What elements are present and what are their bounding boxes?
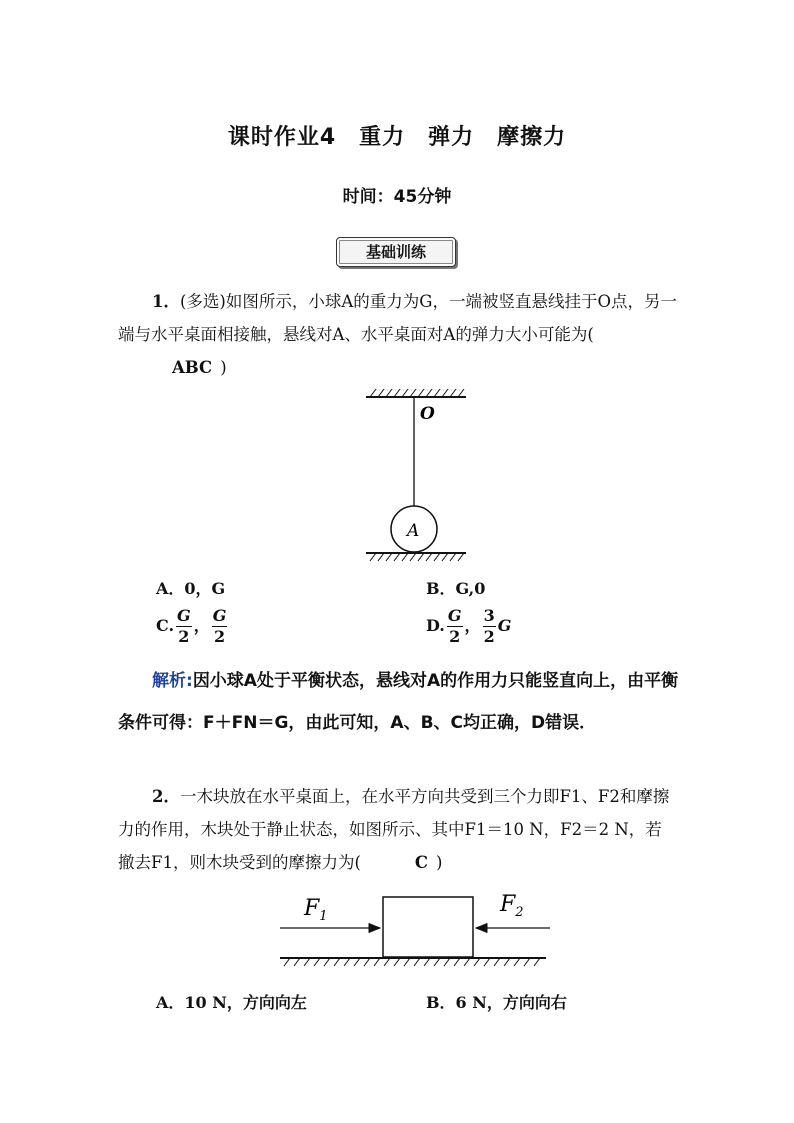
q1-option-d — [426, 606, 511, 647]
q1-option-c-num1: G — [177, 606, 191, 625]
q1-option-d-num2: 3 — [483, 606, 495, 625]
page-title: 课时作业4 重力 弹力 摩擦力 — [227, 125, 567, 150]
q1-option-d-frac1 — [447, 606, 463, 647]
force-f2-symbol: F — [500, 892, 516, 917]
q1-option-c-num2: G — [212, 606, 227, 625]
pendulum-figure — [362, 383, 472, 568]
force-f2-subscript: 2 — [515, 905, 524, 920]
q1-option-d-den1: 2 — [449, 627, 461, 646]
wooden-block — [383, 897, 473, 957]
question-1-close: ) — [220, 358, 227, 377]
desk-hatch — [280, 958, 546, 966]
q1-option-b: B．G,0 — [426, 579, 486, 598]
q1-option-c-frac2 — [212, 606, 228, 647]
q1-option-a: A．0，G — [156, 579, 226, 598]
table-hatch — [366, 553, 466, 561]
question-2-stem — [118, 780, 678, 879]
question-1-answer: ABC — [172, 358, 213, 377]
analysis-text: 因小球A处于平衡状态，悬线对A的作用力只能竖直向上，由平衡条件可得：F＋FN＝G，由此可知，A、B、C均正确，D错误． — [118, 671, 679, 733]
force-f1-label — [303, 896, 328, 924]
question-1-text: (多选)如图所示，小球A的重力为G，一端被竖直悬线挂于O点，另一端与水平桌面相接触，悬线对A、水平桌面对A的弹力大小可能为( — [118, 292, 677, 344]
q1-option-c — [156, 606, 229, 647]
q1-option-d-num1: G — [447, 606, 462, 625]
question-2-number: 2． — [152, 787, 180, 806]
q1-option-d-prefix: D. — [426, 616, 445, 635]
ball-a-label: A — [407, 521, 420, 541]
q1-option-c-sep: ， — [193, 616, 210, 635]
q1-option-d-frac2 — [483, 606, 496, 647]
q1-analysis — [118, 660, 684, 744]
block-figure — [276, 885, 556, 975]
force-f2-label — [499, 892, 524, 920]
analysis-label: 解析: — [152, 671, 193, 691]
q2-option-b: B．6 N，方向向右 — [426, 993, 567, 1012]
q1-option-c-frac1 — [176, 606, 192, 647]
question-2-answer: C — [414, 853, 429, 872]
q1-option-c-prefix: C. — [156, 616, 175, 635]
q1-option-d-sep: ， — [464, 616, 481, 635]
question-1-number: 1． — [152, 292, 180, 311]
q1-option-d-den2: 2 — [483, 627, 495, 646]
question-2-text: 一木块放在水平桌面上，在水平方向共受到三个力即F1、F2和摩擦力的作用，木块处于静止状态，如图所示、其中F1＝10 N，F2＝2 N，若撤去F1，则木块受到的摩擦力为( — [118, 787, 670, 872]
question-1-stem — [118, 285, 678, 384]
section-label: 基础训练 — [336, 237, 456, 267]
q1-option-c-den2: 2 — [213, 627, 226, 646]
point-o-label: O — [420, 404, 435, 424]
q1-option-c-den1: 2 — [178, 627, 190, 646]
q2-option-a: A．10 N，方向向左 — [156, 993, 307, 1012]
q1-option-d-suffix: G — [497, 616, 512, 635]
question-2-close: ) — [436, 853, 443, 872]
force-f1-subscript: 1 — [319, 909, 328, 924]
time-limit: 时间：45分钟 — [342, 187, 452, 207]
ceiling-hatch — [366, 389, 466, 397]
force-f1-symbol: F — [304, 896, 320, 921]
